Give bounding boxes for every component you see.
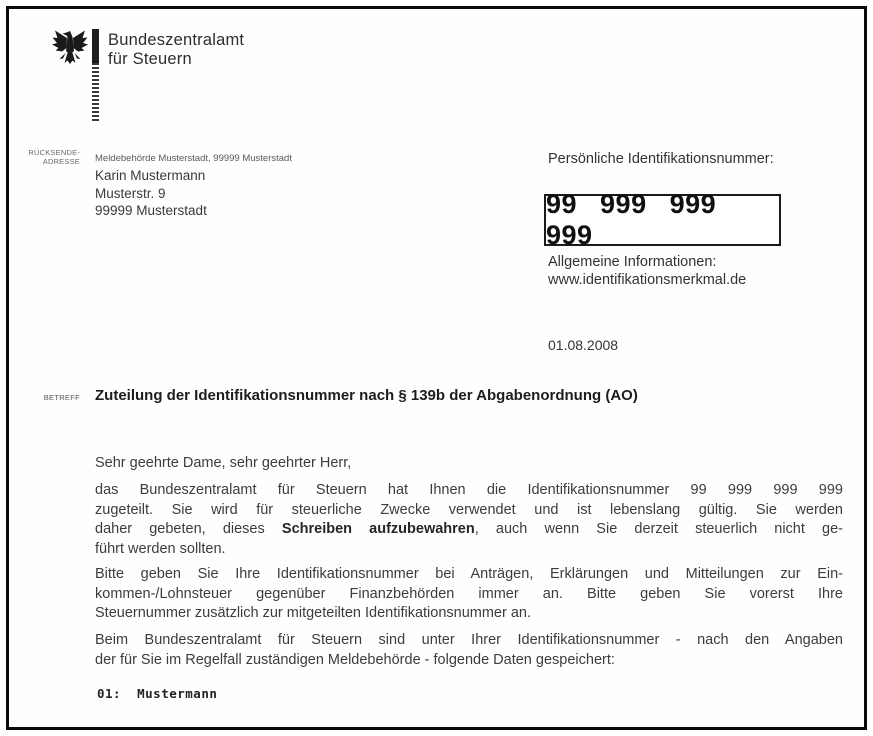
paragraph-2-line1: Bitte geben Sie Ihre Identifikationsnummer bei Anträgen, Erklärungen und Mitteilungen zur Ein- <box>95 566 843 582</box>
agency-name-line2: für Steuern <box>108 50 192 68</box>
general-info-label: Allgemeine Informationen: <box>548 254 717 270</box>
paragraph-3-line2: der für Sie im Regelfall zuständigen Meldebehörde - folgende Daten gespeichert: <box>95 651 615 668</box>
id-number-value: 99 999 999 999 <box>546 189 717 250</box>
recipient-address <box>95 167 207 220</box>
paragraph-3-line1: Beim Bundeszentralamt für Steuern sind unter Ihrer Identifikationsnummer - nach den Angaben <box>95 632 843 648</box>
logo-divider-bar <box>92 29 99 63</box>
letter-date: 01.08.2008 <box>548 337 619 353</box>
recipient-name: Karin Mustermann <box>95 168 206 183</box>
id-number-title: Persönliche Identifikationsnummer: <box>548 151 774 167</box>
paragraph-1 <box>95 481 843 559</box>
paragraph-2 <box>95 565 843 624</box>
return-address-line: Meldebehörde Musterstadt, 99999 Musterstadt <box>95 153 292 164</box>
subject-text: Zuteilung der Identifikationsnummer nach § 139b der Abgabenordnung (AO) <box>95 387 638 404</box>
return-address-label: RÜCKSENDE- ADRESSE <box>28 148 80 166</box>
bundesadler-eagle-icon <box>50 27 90 69</box>
general-info-url: www.identifikationsmerkmal.de <box>548 271 747 288</box>
recipient-street: Musterstr. 9 <box>95 185 166 201</box>
keep-letter-bold: Schreiben aufzubewahren <box>281 521 475 537</box>
paragraph-3 <box>95 631 843 670</box>
stored-data-row: 01: Mustermann <box>97 686 218 701</box>
id-number-box <box>544 189 781 250</box>
logo-barcode-stripes-icon <box>92 63 99 121</box>
paragraph-1-line4: führt werden sollten. <box>95 540 226 557</box>
subject-label: BETREFF <box>43 393 80 402</box>
paragraph-1-line1: das Bundeszentralamt für Steuern hat Ihnen die Identifikationsnummer 99 999 999 999 <box>95 482 843 498</box>
agency-name-line1: Bundeszentralamt <box>108 31 245 49</box>
paragraph-1-line3: daher gebeten, dieses Schreiben aufzubewahren, auch wenn Sie derzeit steuerlich nicht ge- <box>95 521 844 537</box>
paragraph-1-line2: zugeteilt. Sie wird für steuerliche Zwecke verwendet und ist lebenslang gültig. Sie werden <box>95 501 843 518</box>
agency-name <box>108 31 244 69</box>
salutation: Sehr geehrte Dame, sehr geehrter Herr, <box>95 455 352 471</box>
recipient-city: 99999 Musterstadt <box>95 203 207 218</box>
paragraph-2-line3: Steuernummer zusätzlich zur mitgeteilten Identifikationsnummer an. <box>95 605 531 621</box>
general-info <box>548 254 746 289</box>
paragraph-2-line2: kommen-/Lohnsteuer gegenüber Finanzbehörden immer an. Bitte geben Sie vorerst Ihre <box>95 585 843 602</box>
